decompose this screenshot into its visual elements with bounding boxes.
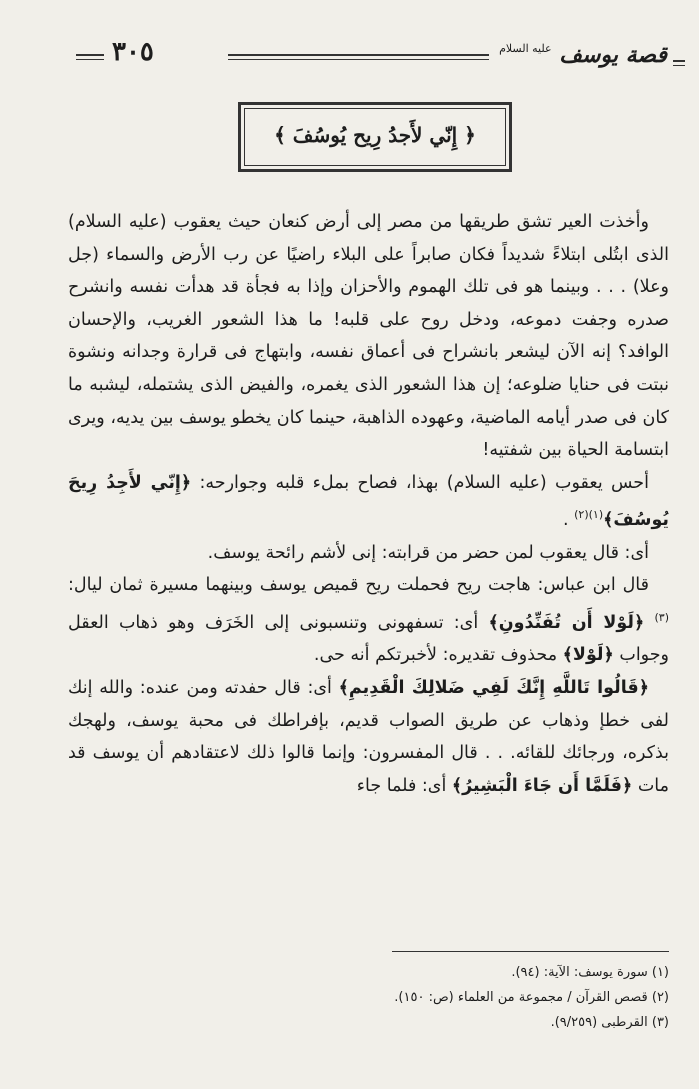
paragraph-5-text: أى: قال حفدته ومن عنده: والله إنك لفى خطإ وذهاب عن طريق الصواب قديم، بإفراطك فى محبة يوسف، ولهجك بذكره، ورجائك للقائه. . . قال المفسرون: وإنما قالوا ذلك لاعتقادهم أن يوسف قد مات (68, 677, 669, 796)
paragraph-2: أحس يعقوب (عليه السلام) بهذا، فصاح بملء قلبه وجوارحه: ﴿إِنّي لأَجِدُ رِيحَ يُوسُفَ﴾$^{(١)(٢)}$ . (68, 472, 669, 531)
quran-quote-4: ﴿قَالُوا تَاللَّهِ إِنَّكَ لَفِي ضَلالِكَ الْقَدِيمِ﴾ (338, 677, 649, 698)
paragraph-1: وأخذت العير تشق طريقها من مصر إلى أرض كنعان حيث يعقوب (عليه السلام) الذى ابتُلى ابتلاءً شديداً فكان صابراً على البلاء راضيًا عن رب الأرض والسماء (جل وعلا) . . . وبينما هو فى تلك الهموم والأحزان وإذا به فجأة قد هدأت نفسه وانشرح صدره وجفت دموعه، ودخل روح على قلبه! ما هذا الشعور الغريب، والإحسان الوافد؟ إنه الآن ليشعر بانشراح فى أعماق نفسه، وابتهاج فى قرارة وجدانه ونشوة نبتت فى حنايا ضلوعه؛ إن هذا الشعور الذى يغمره، والفيض الذى يشتمله، ليشبه ما كان فى صدر أيامه الماضية، وعهوده الذاهبة، حينما كان يخطو يوسف بين يديه، ويرى ابتسامة الحياة بين شفتيه! (68, 212, 669, 461)
page-number: ٣٠٥ (112, 37, 154, 67)
page-header (58, 37, 685, 78)
body-text (68, 206, 669, 802)
header-dash-right (673, 60, 685, 66)
book-title (499, 42, 667, 68)
book-title-text: قصة يوسف (559, 42, 667, 68)
footnote-ref-3: (٣) (654, 610, 669, 624)
paragraph-3: أى: قال يعقوب لمن حضر من قرابته: إنى لأشم رائحة يوسف. (207, 542, 649, 563)
paragraph-4-end: محذوف تقديره: لأخبرتكم أنه حى. (313, 645, 558, 666)
footnote-separator (392, 951, 669, 952)
header-rule (228, 54, 489, 60)
footnote-ref-1-2: (١)(٢) (574, 508, 604, 522)
section-title: ﴿ إِنّي لأَجدُ رِيح يُوسُفَ ﴾ (274, 123, 476, 147)
book-title-honorific: عليه السلام (499, 42, 552, 55)
footnote-2: (٢) قصص القرآن / مجموعة من العلماء (ص: ١٥٠). (394, 990, 669, 1005)
quran-quote-1: ﴿إِنّي لأَجِدُ رِيحَ يُوسُفَ﴾ (68, 472, 669, 531)
footnotes (68, 960, 669, 1035)
section-title-box (238, 102, 512, 172)
paragraph-2-text: أحس يعقوب (عليه السلام) بهذا، فصاح بملء قلبه وجوارحه: (199, 472, 649, 493)
footnote-1: (١) سورة يوسف: الآية: (٩٤). (511, 965, 669, 980)
quran-quote-5: ﴿فَلَمَّا أَن جَاءَ الْبَشِيرُ﴾ (451, 775, 633, 796)
quran-quote-3: ﴿لَوْلا﴾ (562, 645, 614, 666)
paragraph-4-text: قال ابن عباس: هاجت ريح فحملت ريح قميص يوسف وبينهما مسيرة ثمان ليال: (68, 575, 649, 596)
paragraph-5 (68, 672, 669, 802)
paragraph-4-cont: أى: تسفهونى وتنسبونى إلى الخَرَف وهو ذهاب العقل وجواب (68, 612, 669, 666)
header-dash-left (76, 54, 104, 60)
footnote-3: (٣) القرطبى (٩/٢٥٩). (550, 1015, 669, 1030)
paragraph-4 (68, 569, 669, 672)
quran-quote-2: ﴿لَوْلا أَن تُفَنِّدُونِ﴾ (488, 612, 645, 633)
paragraph-5-end: أى: فلما جاء (356, 775, 447, 796)
